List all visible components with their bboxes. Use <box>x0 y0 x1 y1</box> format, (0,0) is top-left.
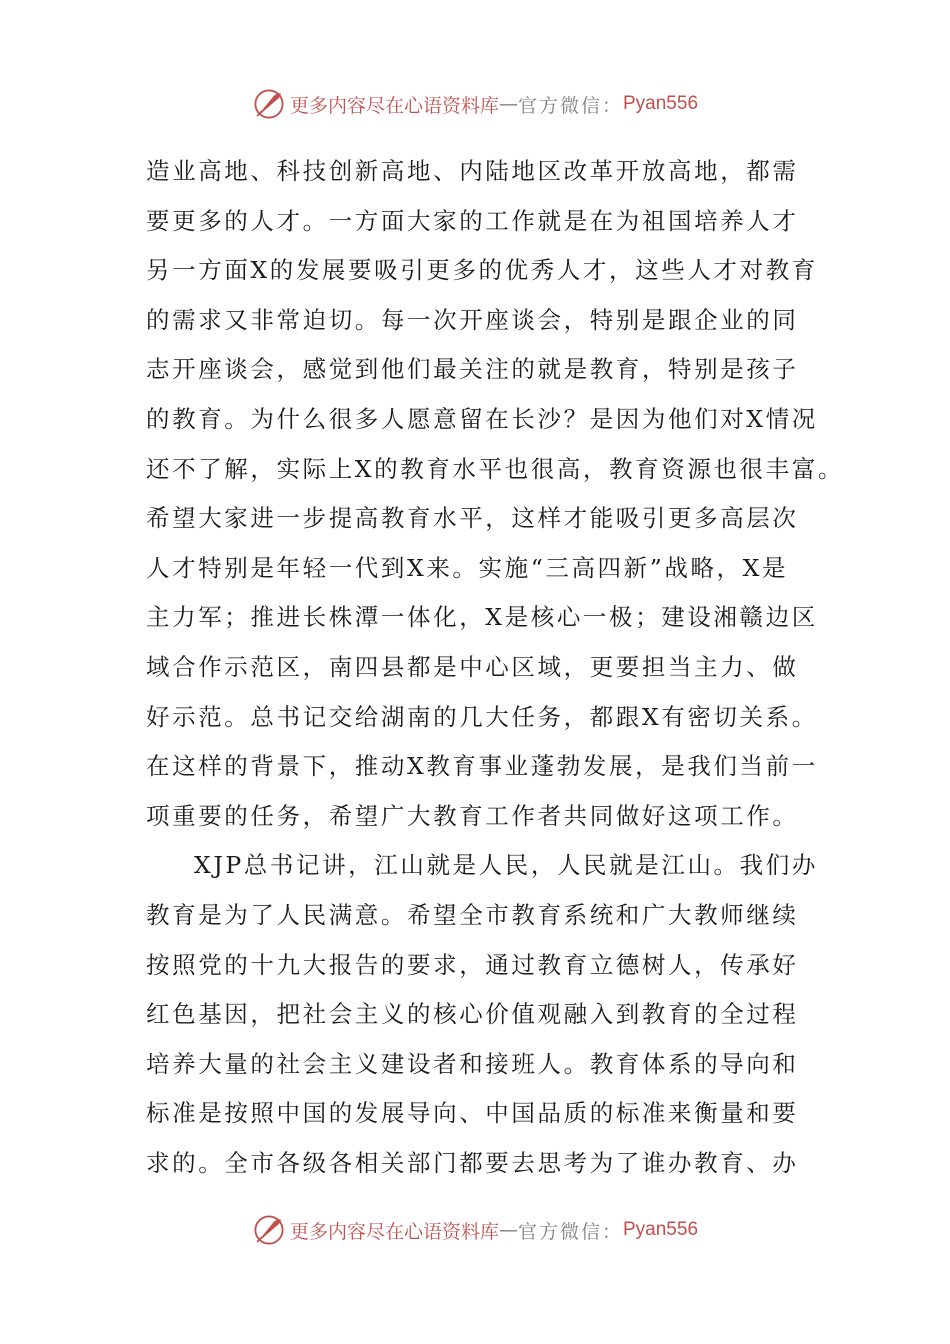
text-line: 标准是按照中国的发展导向、中国品质的标准来衡量和要 <box>146 1099 799 1128</box>
watermark-wechat-id: Pyan556 <box>623 1219 699 1240</box>
text-line: 的需求又非常迫切。每一次开座谈会，特别是跟企业的同 <box>146 305 799 334</box>
quill-pen-logo-icon <box>252 87 286 121</box>
watermark-brand-text: 更多内容尽在心语资料库 <box>289 94 499 117</box>
text-line: 还不了解，实际上X的教育水平也很高，教育资源也很丰富。 <box>146 454 844 483</box>
text-line: 红色基因，把社会主义的核心价值观融入到教育的全过程 <box>146 1000 799 1029</box>
text-line: 按照党的十九大报告的要求，通过教育立德树人，传承好 <box>146 950 799 979</box>
text-line: 项重要的任务，希望广大教育工作者共同做好这项工作。 <box>146 801 799 830</box>
watermark-separator: — <box>498 93 518 115</box>
text-line: 的教育。为什么很多人愿意留在长沙？是因为他们对X情况 <box>146 404 818 433</box>
watermark-wechat-label: 官方微信： <box>517 94 623 117</box>
watermark-footer <box>0 1210 950 1250</box>
text-line: 求的。全市各级各相关部门都要去思考为了谁办教育、办 <box>146 1148 799 1177</box>
watermark-separator: — <box>498 1219 518 1241</box>
document-body <box>146 147 844 1188</box>
quill-pen-logo-icon <box>252 1213 286 1247</box>
watermark-wechat-id: Pyan556 <box>623 93 699 114</box>
text-line: 培养大量的社会主义建设者和接班人。教育体系的导向和 <box>146 1049 799 1078</box>
paragraph-start-line: XJP总书记讲，江山就是人民，人民就是江山。我们办 <box>194 851 818 880</box>
text-line: 域合作示范区，南四县都是中心区域，更要担当主力、做 <box>146 652 799 681</box>
text-line: 造业高地、科技创新高地、内陆地区改革开放高地，都需 <box>146 157 799 185</box>
text-line: 希望大家进一步提高教育水平，这样才能吸引更多高层次 <box>146 504 799 533</box>
watermark-brand-text: 更多内容尽在心语资料库 <box>289 1220 499 1243</box>
watermark-header <box>0 84 950 124</box>
text-line: 在这样的背景下，推动X教育事业蓬勃发展，是我们当前一 <box>146 752 818 781</box>
text-line: 志开座谈会，感觉到他们最关注的就是教育，特别是孩子 <box>146 355 799 384</box>
text-line: 另一方面X的发展要吸引更多的优秀人才，这些人才对教育 <box>146 256 818 285</box>
text-line: 主力军；推进长株潭一体化，X是核心一极；建设湘赣边区 <box>146 603 818 632</box>
text-line: 人才特别是年轻一代到X来。实施“三高四新”战略，X是 <box>146 553 789 582</box>
watermark-wechat-label: 官方微信： <box>517 1220 623 1243</box>
text-line: 要更多的人才。一方面大家的工作就是在为祖国培养人才 <box>146 206 799 235</box>
text-line: 好示范。总书记交给湖南的几大任务，都跟X有密切关系。 <box>146 702 818 731</box>
text-line: 教育是为了人民满意。希望全市教育系统和广大教师继续 <box>146 900 799 929</box>
